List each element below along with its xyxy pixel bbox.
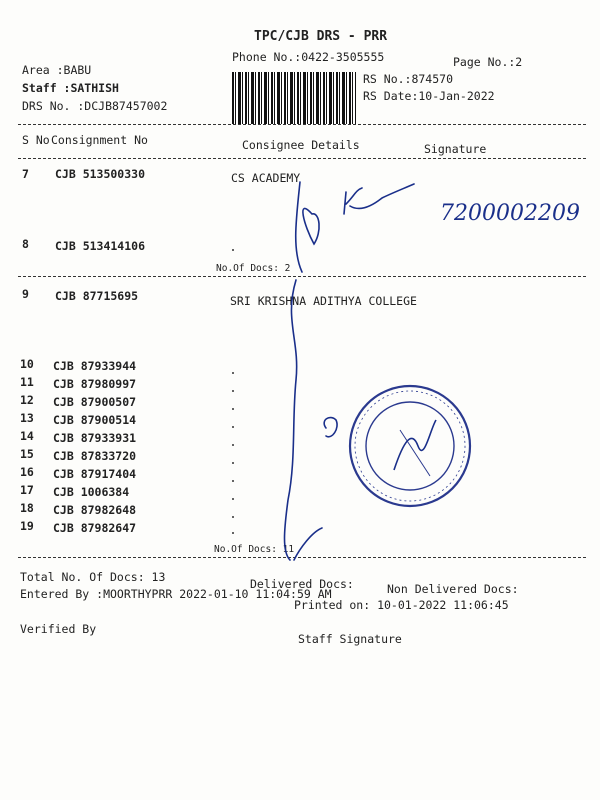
delivered-docs: Delivered Docs:	[250, 577, 354, 591]
col-signature: Signature	[424, 142, 487, 156]
col-consignee: Consignee Details	[242, 138, 360, 152]
college-stamp	[350, 386, 470, 506]
col-sno: S No	[22, 133, 50, 147]
row-sno: 15	[20, 447, 34, 461]
row-consignment: CJB 87982647	[53, 521, 137, 535]
row-sno: 10	[20, 357, 34, 371]
row-sno: 18	[20, 501, 34, 515]
docs-count: No.Of Docs: 11	[214, 544, 295, 555]
col-consignment: Consignment No	[51, 133, 148, 147]
row-consignment: CJB 513414106	[55, 239, 146, 253]
row-sno: 7	[22, 167, 29, 181]
total-docs: Total No. Of Docs: 13	[20, 570, 166, 584]
row-sno: 14	[20, 429, 34, 443]
document-title: TPC/CJB DRS - PRR	[254, 29, 388, 44]
row-consignment: CJB 87933931	[53, 431, 137, 445]
rs-number: RS No.:874570	[363, 72, 454, 86]
printed-on: Printed on: 10-01-2022 11:06:45	[294, 598, 509, 612]
signature-initial	[303, 208, 319, 244]
row-consignment: CJB 87980997	[53, 377, 137, 391]
row-consignment: CJB 87900514	[53, 413, 137, 427]
consignee-name: CS ACADEMY	[231, 171, 301, 185]
non-delivered-docs: Non Delivered Docs:	[387, 582, 519, 596]
row-sno: 13	[20, 411, 34, 425]
row-consignment: CJB 87900507	[53, 395, 137, 409]
row-consignment: CJB 1006384	[53, 485, 130, 499]
page-number: Page No.:2	[453, 55, 523, 69]
row-consignment: CJB 87982648	[53, 503, 137, 517]
row-sno: 9	[22, 287, 29, 301]
verified-by: Verified By	[20, 622, 97, 636]
consignee-name: SRI KRISHNA ADITHYA COLLEGE	[230, 294, 417, 308]
signature-number: 7200002209	[440, 201, 580, 226]
row-consignment: CJB 87833720	[53, 449, 137, 463]
row-sno: 19	[20, 519, 34, 533]
signature-scribble	[344, 184, 414, 214]
row-consignment: CJB 87917404	[53, 467, 137, 481]
row-consignment: CJB 87933944	[53, 359, 137, 373]
docs-count: No.Of Docs: 2	[216, 263, 291, 274]
row-sno: 8	[22, 237, 29, 251]
area-label: Area :BABU	[22, 63, 92, 77]
staff-signature-label: Staff Signature	[298, 632, 402, 646]
entered-by: Entered By :MOORTHYPRR 2022-01-10 11:04:59 AM	[20, 587, 332, 601]
signature-tail	[294, 528, 322, 560]
row-sno: 16	[20, 465, 34, 479]
row-consignment: CJB 87715695	[55, 289, 139, 303]
signature-line	[285, 280, 297, 560]
row-sno: 17	[20, 483, 34, 497]
row-sno: 12	[20, 393, 34, 407]
signature-loop	[324, 418, 337, 437]
staff-label: Staff :SATHISH	[22, 81, 119, 95]
row-sno: 11	[20, 375, 34, 389]
signature-stroke	[296, 182, 302, 272]
rs-date: RS Date:10-Jan-2022	[363, 89, 495, 103]
drs-number: DRS No. :DCJB87457002	[22, 99, 168, 113]
phone-number: Phone No.:0422-3505555	[232, 50, 385, 64]
row-consignment: CJB 513500330	[55, 167, 146, 181]
